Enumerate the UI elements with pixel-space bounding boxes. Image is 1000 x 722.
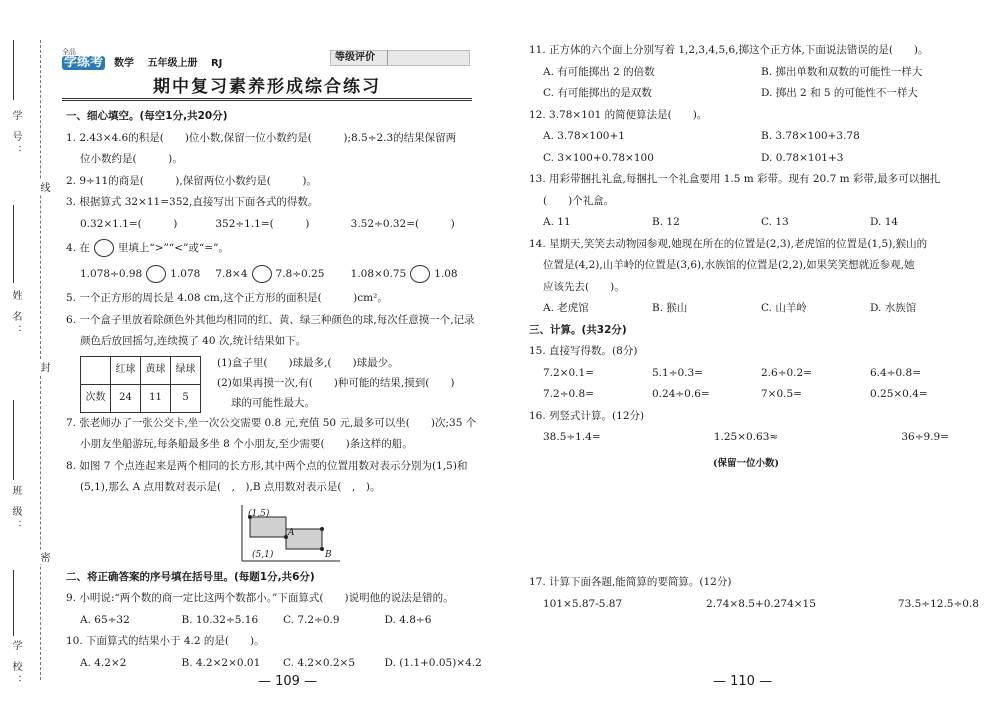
question-4: 4. 在 里填上“>”“<”或“=”。 1.078÷0.98 1.078 7.8×4 7.8÷0.25 1.08×0.75 1.08 <box>66 238 486 285</box>
binding-strip <box>0 40 60 700</box>
page-number-left: — 109 — <box>258 674 318 689</box>
title-rule <box>62 98 472 101</box>
ball-tally-table: 红球 黄球 绿球 次数 24 11 5 <box>80 356 201 413</box>
compare-circle-icon <box>94 239 114 257</box>
worksheet-title: 期中复习素养形成综合练习 <box>153 77 381 97</box>
compare-circle-input[interactable] <box>252 265 272 283</box>
seal-word-secret: 密 <box>38 552 49 562</box>
seal-word-seal: 封 <box>38 362 49 372</box>
brand-logo: 全品 学练考 <box>62 48 104 70</box>
question-8: 8. 如图 7 个点连起来是两个相同的长方形,其中两个点的位置用数对表示分别为(1,5)和 (5,1),那么 A 点用数对表示是( , ),B 点用数对表示是( , )。 (1,5) (5,1) A B <box>66 456 486 565</box>
compare-circle-input[interactable] <box>146 265 166 283</box>
course-meta <box>114 54 232 69</box>
student-id-blank[interactable] <box>13 40 14 100</box>
rounding-hint: (保留一位小数) <box>712 457 779 469</box>
compare-circle-input[interactable] <box>410 265 430 283</box>
seal-word-line: 线 <box>38 182 49 192</box>
right-page <box>505 0 1000 722</box>
question-16: 16. 列竖式计算。(12分) 38.5÷1.4= 1.25×0.63≈ (保留一位小数) 36÷9.9= <box>529 406 979 475</box>
question-14: 14. 星期天,笑笑去动物园参观,她现在所在的位置是(2,3),老虎馆的位置是(1,5),猴山的 位置是(4,2),山羊岭的位置是(3,6),水族馆的位置是(2,2),如果笑笑想就近参观,她 应该先去( )。 A. 老虎馆 B. 猴山 C. 山羊岭 D. 水族馆 <box>529 237 928 314</box>
subject: 数学 <box>114 58 134 69</box>
rectangle-grid-figure: (1,5) (5,1) A B <box>248 508 332 560</box>
school-label: 学 校： <box>10 640 21 690</box>
section-2-heading: 二、将正确答案的序号填在括号里。(每题1分,共6分) <box>66 570 315 583</box>
question-7: 7. 张老师办了一张公交卡,坐一次公交需要 0.8 元,充值 50 元,最多可以坐( )次;35 个 小朋友坐船游玩,每条船最多坐 8 个小朋友,至少需要( )条这样的船。 <box>66 416 477 450</box>
question-11: 11. 正方体的六个面上分别写着 1,2,3,4,5,6,掷这个正方体,下面说法错误的是( )。 A. 有可能掷出 2 的倍数 B. 掷出单数和双数的可能性一样大 C. 有可能掷出的是双数 D. 掷出 2 和 5 的可能性不一样大 <box>529 44 929 99</box>
question-2: 2. 9÷11的商是( ),保留两位小数约是( )。 <box>66 174 317 187</box>
question-15: 15. 直接写得数。(8分) 7.2×0.1= 5.1÷0.3= 2.6÷0.2= 6.4÷0.8= 7.2÷0.8= 0.24÷0.6= 7×0.5= 0.25×0.4= <box>529 345 928 400</box>
question-13: 13. 用彩带捆扎礼盒,每捆扎一个礼盒要用 1.5 m 彩带。现有 20.7 m 彩带,最多可以捆扎 ( )个礼盒。 A. 11 B. 12 C. 13 D. 14 <box>529 173 941 228</box>
question-1: 1. 2.43×4.6的积是( )位小数,保留一位小数约是( );8.5÷2.3的结果保留两 位小数约是( )。 <box>66 131 457 165</box>
student-id-label: 学 号： <box>10 110 21 160</box>
question-17: 17. 计算下面各题,能简算的要简算。(12分) 101×5.87-5.87 2.74×8.5+0.274×15 73.5÷12.5÷0.8 <box>529 576 979 610</box>
question-5: 5. 一个正方形的周长是 4.08 cm,这个正方形的面积是( )cm²。 <box>66 292 388 304</box>
edition: RJ <box>210 58 223 69</box>
grade-evaluation-box[interactable]: 等级评价 <box>330 50 470 66</box>
name-label: 姓 名： <box>10 290 21 340</box>
school-blank[interactable] <box>13 570 14 636</box>
class-blank[interactable] <box>13 400 14 480</box>
page-number-right: — 110 — <box>713 674 773 689</box>
worksheet-header <box>62 46 472 102</box>
name-blank[interactable] <box>13 205 14 283</box>
question-10: 10. 下面算式的结果小于 4.2 的是( )。 A. 4.2×2 B. 4.2×2×0.01 C. 4.2×0.2×5 D. (1.1+0.05)×4.2 <box>66 635 482 669</box>
question-6: 6. 一个盒子里放着除颜色外其他均相同的红、黄、绿三种颜色的球,每次任意摸一个,记录 颜色后放回摇匀,连续摸了 40 次,统计结果如下。 红球 黄球 绿球 次数 24 11 5 (1)盒子里( )球最多,( )球最少。 (2)如果再摸一次,有( )种可能的结果,摸到( ) 球的可能性最大。 <box>66 310 486 413</box>
section-1-heading: 一、细心填空。(每空1分,共20分) <box>66 110 228 122</box>
question-12: 12. 3.78×101 的简便算法是( )。 A. 3.78×100+1 B. 3.78×100+3.78 C. 3×100+0.78×100 D. 0.78×101+3 <box>529 108 860 164</box>
left-questions <box>66 106 486 674</box>
section-3-heading: 三、计算。(共32分) <box>529 323 627 336</box>
grade: 五年级上册 <box>147 58 198 69</box>
question-3: 3. 根据算式 32×11=352,直接写出下面各式的得数。 0.32×1.1=( ) 352÷1.1=( ) 3.52÷0.32=( ) <box>66 196 455 230</box>
right-questions <box>529 40 979 615</box>
question-9: 9. 小明说:“两个数的商一定比这两个数都小。”下面算式( )说明他的说法是错的。 A. 65÷32 B. 10.32÷5.16 C. 7.2÷0.9 D. 4.8÷6 <box>66 592 454 626</box>
class-label: 班 级： <box>10 485 21 535</box>
